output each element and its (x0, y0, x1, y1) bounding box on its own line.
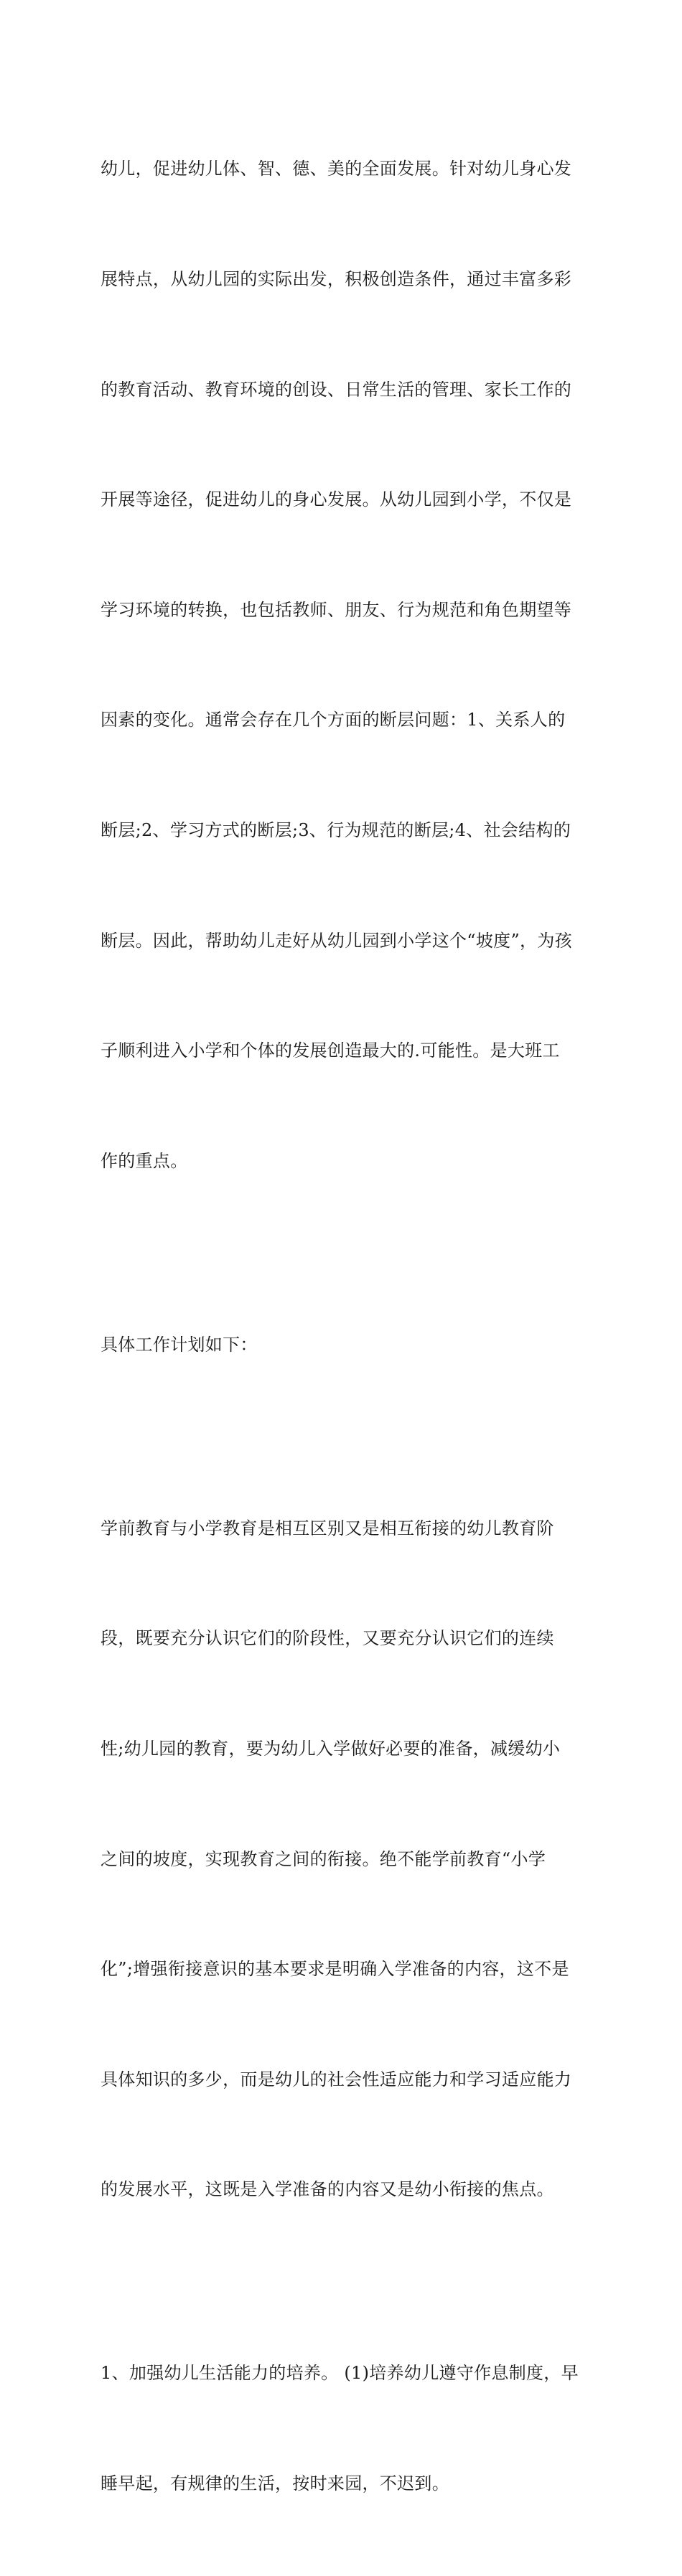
text-line: 幼儿，促进幼儿体、智、德、美的全面发展。针对幼儿身心发 (101, 159, 572, 179)
paragraph-item-1 (101, 2282, 589, 2576)
text-line: 的教育活动、教育环境的创设、日常生活的管理、家长工作的 (101, 379, 572, 400)
text-line: 作的重点。 (101, 1150, 188, 1171)
text-line: 开展等途径，促进幼儿的身心发展。从幼儿园到小学，不仅是 (101, 489, 572, 510)
paragraph-plan-heading (101, 1253, 589, 1437)
text-line: 性;幼儿园的教育，要为幼儿入学做好必要的准备，减缓幼小 (101, 1738, 561, 1759)
text-line: 断层;2、学习方式的断层;3、行为规范的断层;4、社会结构的 (101, 819, 571, 840)
paragraph-transition (101, 1437, 589, 2282)
paragraph-intro (101, 77, 589, 1253)
text-line: 因素的变化。通常会存在几个方面的断层问题：1、关系人的 (101, 710, 566, 730)
text-line: 之间的坡度，实现教育之间的衔接。绝不能学前教育“小学 (101, 1848, 546, 1869)
text-line: 的发展水平，这既是入学准备的内容又是幼小衔接的焦点。 (101, 2179, 554, 2200)
text-line: 学前教育与小学教育是相互区别又是相互衔接的幼儿教育阶 (101, 1518, 554, 1538)
text-line: 段，既要充分认识它们的阶段性，又要充分认识它们的连续 (101, 1628, 554, 1649)
text-line: 展特点，从幼儿园的实际出发，积极创造条件，通过丰富多彩 (101, 269, 572, 289)
text-line: 睡早起，有规律的生活，按时来园，不迟到。 (101, 2473, 449, 2493)
text-line: 具体知识的多少，而是幼儿的社会性适应能力和学习适应能力 (101, 2069, 572, 2090)
text-line: 1、加强幼儿生活能力的培养。 (1)培养幼儿遵守作息制度，早 (101, 2363, 579, 2384)
document-body (101, 77, 589, 2576)
text-line: 化”;增强衔接意识的基本要求是明确入学准备的内容，这不是 (101, 1959, 569, 1980)
section-heading: 具体工作计划如下： (101, 1334, 258, 1355)
text-line: 学习环境的转换，也包括教师、朋友、行为规范和角色期望等 (101, 599, 572, 620)
text-line: 断层。因此，帮助幼儿走好从幼儿园到小学这个“坡度”，为孩 (101, 930, 572, 951)
text-line: 子顺利进入小学和个体的发展创造最大的.可能性。是大班工 (101, 1040, 560, 1061)
